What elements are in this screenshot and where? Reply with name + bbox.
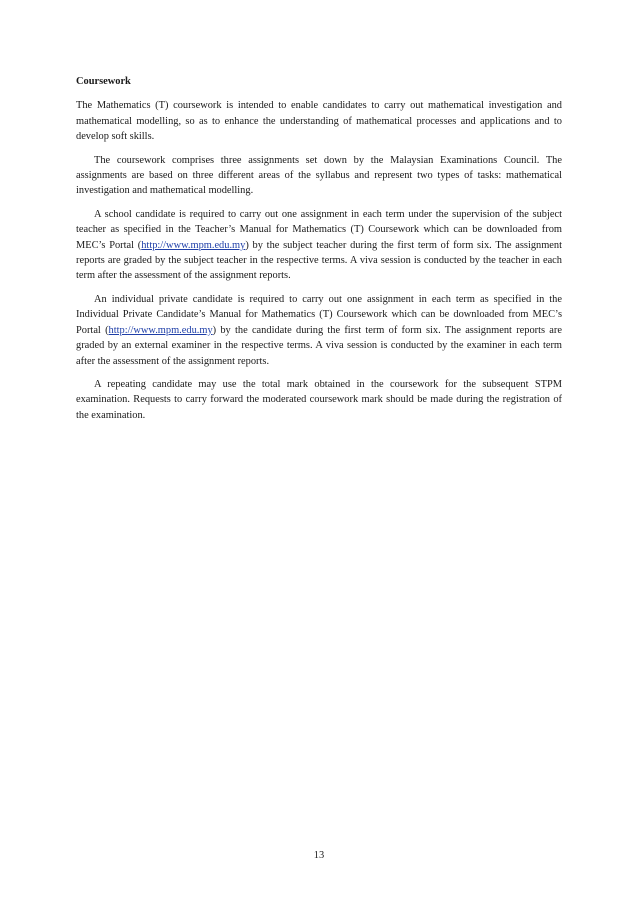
paragraph-school-candidate xyxy=(76,207,562,284)
paragraph-intro: The Mathematics (T) coursework is intended to enable candidates to carry out mathematical investigation and mathematical modelling, so as to enhance the understanding of mathematical processes and applications and to develop soft skills. xyxy=(76,100,562,143)
paragraph-text: ) by the candidate during the first term of form six. The assignment reports are graded by an external examiner in the respective terms. A viva session is conducted by the examiner in each term after the assessment of the assignment reports. xyxy=(76,324,562,367)
page-number: 13 xyxy=(313,850,325,861)
paragraph-private-candidate xyxy=(76,292,562,369)
paragraph-text: A school candidate is required to carry out one assignment in each term under the supervision of the subject teacher as specified in the Teacher’s Manual for Mathematics (T) Coursework which can be downloaded from MEC’s Portal ( xyxy=(76,208,562,251)
paragraph-repeating-candidate: A repeating candidate may use the total mark obtained in the coursework for the subsequent STPM examination. Requests to carry forward the moderated coursework mark should be made during the registration of the examination. xyxy=(76,378,562,421)
page-content xyxy=(76,74,562,431)
portal-link[interactable]: http://www.mpm.edu.my xyxy=(141,239,246,251)
section-heading: Coursework xyxy=(76,76,131,87)
paragraph-text: ) by the subject teacher during the first term of form six. The assignment reports are graded by the subject teacher in the respective terms. A viva session is conducted by the teacher in each term after the assessment of the assignment reports. xyxy=(76,239,562,282)
paragraph-text: An individual private candidate is required to carry out one assignment in each term as specified in the Individual Private Candidate’s Manual for Mathematics (T) Coursework which can be downloaded from MEC’s Portal ( xyxy=(76,293,562,336)
paragraph-assignments: The coursework comprises three assignments set down by the Malaysian Examinations Council. The assignments are based on three different areas of the syllabus and represent two types of tasks: mathematical investigation and mathematical modelling. xyxy=(76,154,562,197)
portal-link[interactable]: http://www.mpm.edu.my xyxy=(108,324,213,336)
